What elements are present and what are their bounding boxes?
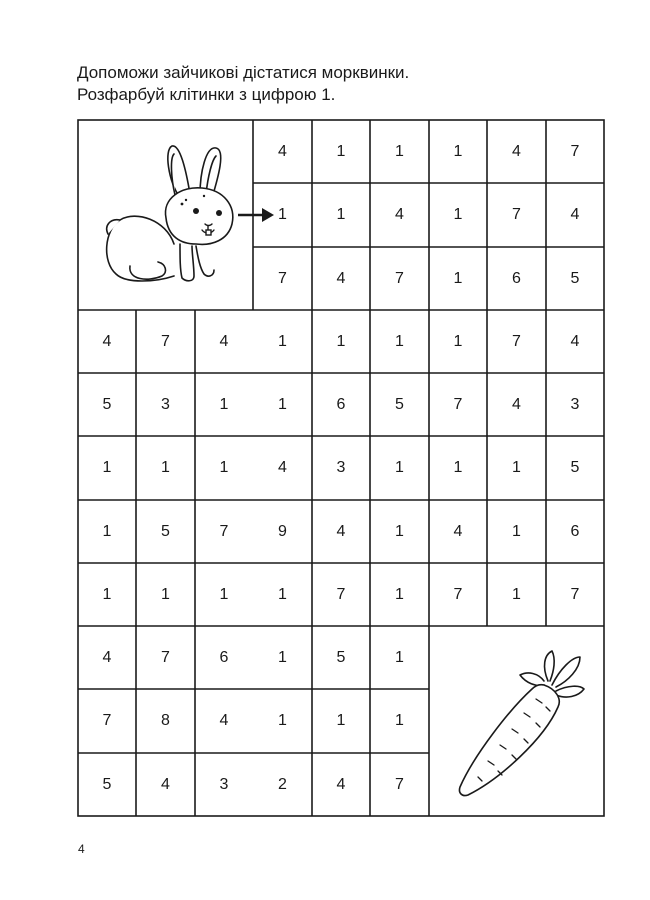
instructions [77,62,409,106]
grid-cell[interactable]: 1 [219,395,229,413]
grid-cell[interactable]: 1 [395,142,404,160]
grid-cell[interactable]: 1 [102,522,112,540]
grid-cell[interactable]: 1 [219,459,229,476]
grid-cell[interactable]: 1 [219,585,229,603]
grid-cell[interactable]: 5 [161,522,170,540]
grid-cell[interactable]: 4 [570,206,580,223]
grid-cell[interactable]: 1 [278,332,287,350]
grid-cell[interactable]: 4 [278,459,287,476]
grid-cell[interactable]: 5 [102,775,112,793]
grid-cell[interactable]: 4 [336,522,346,540]
grid-cell[interactable]: 1 [512,522,521,540]
grid-cell[interactable]: 1 [161,585,170,603]
grid-cell[interactable]: 7 [102,712,112,729]
grid-cell[interactable]: 7 [336,585,346,603]
grid-cell[interactable]: 7 [161,648,170,666]
grid-cell[interactable]: 1 [395,712,404,729]
grid-cell[interactable]: 1 [395,332,404,350]
grid-cell[interactable]: 1 [395,648,404,666]
grid-cell[interactable]: 7 [453,395,463,413]
grid-cell[interactable]: 5 [102,395,112,413]
grid-cell[interactable]: 6 [512,269,521,287]
grid-cell[interactable]: 1 [395,585,404,603]
instruction-line-1: Допоможи зайчикові дістатися морквинки. [77,63,410,82]
grid-cell[interactable]: 7 [278,269,287,287]
grid-cell[interactable]: 4 [278,142,287,160]
grid-cell[interactable]: 6 [219,648,229,666]
grid-cell[interactable]: 7 [453,585,463,603]
grid-cell[interactable]: 3 [570,395,580,413]
bunny-icon [96,140,246,290]
grid-cell[interactable]: 1 [336,712,346,729]
grid-cell[interactable]: 1 [278,585,287,603]
grid-cell[interactable]: 1 [278,712,287,729]
grid-cell[interactable]: 7 [512,332,521,350]
grid-cell[interactable]: 4 [102,332,112,350]
grid-cell[interactable]: 6 [570,522,580,540]
grid-cell[interactable]: 7 [395,269,404,287]
grid-cell[interactable]: 9 [278,522,287,540]
grid-cell[interactable]: 4 [395,206,404,223]
grid-cell[interactable]: 4 [219,332,229,350]
grid-cell[interactable]: 1 [336,142,346,160]
number-maze-grid [78,120,604,816]
grid-cell[interactable]: 4 [102,648,112,666]
grid-cell[interactable]: 7 [161,332,170,350]
grid-cell[interactable]: 8 [161,712,170,729]
grid-cell[interactable]: 1 [395,459,404,476]
grid-cell[interactable]: 5 [395,395,404,413]
grid-cell[interactable]: 7 [395,775,404,793]
grid-cell[interactable]: 5 [570,269,580,287]
grid-cell[interactable]: 1 [453,269,463,287]
grid-cell[interactable]: 1 [395,522,404,540]
instruction-line-2: Розфарбуй клітинки з цифрою 1. [77,85,336,104]
grid-cell[interactable]: 5 [570,459,580,476]
grid-cell[interactable]: 6 [336,395,346,413]
grid-cell[interactable]: 1 [512,459,521,476]
grid-cell[interactable]: 4 [512,395,521,413]
grid-cell[interactable]: 4 [570,332,580,350]
grid-cell[interactable]: 1 [161,459,170,476]
grid-cell[interactable]: 2 [278,775,287,793]
grid-cell[interactable]: 7 [219,522,229,540]
grid-cell[interactable]: 1 [102,585,112,603]
grid-cell[interactable]: 1 [453,142,463,160]
grid-cell[interactable]: 4 [453,522,463,540]
grid-cell[interactable]: 7 [512,206,521,223]
grid-cell[interactable]: 3 [161,395,170,413]
carrot-icon [440,645,590,805]
grid-cell[interactable]: 4 [219,712,229,729]
grid-cell[interactable]: 1 [278,648,287,666]
grid-cell[interactable]: 1 [278,206,287,223]
grid-cell[interactable]: 7 [570,142,580,160]
grid-cell[interactable]: 1 [512,585,521,603]
grid-cell[interactable]: 1 [278,395,287,413]
grid-cell[interactable]: 1 [453,459,463,476]
grid-cell[interactable]: 5 [336,648,346,666]
grid-cell[interactable]: 1 [102,459,112,476]
grid-cell[interactable]: 3 [336,459,346,476]
page-number: 4 [78,842,85,856]
grid-cell[interactable]: 1 [453,206,463,223]
grid-cell[interactable]: 1 [336,332,346,350]
grid-cell[interactable]: 4 [336,775,346,793]
grid-cell[interactable]: 4 [161,775,170,793]
grid-cell[interactable]: 4 [512,142,521,160]
grid-cell[interactable]: 1 [336,206,346,223]
grid-cell[interactable]: 7 [570,585,580,603]
grid-cell[interactable]: 1 [453,332,463,350]
grid-cell[interactable]: 3 [219,775,229,793]
grid-cell[interactable]: 4 [336,269,346,287]
